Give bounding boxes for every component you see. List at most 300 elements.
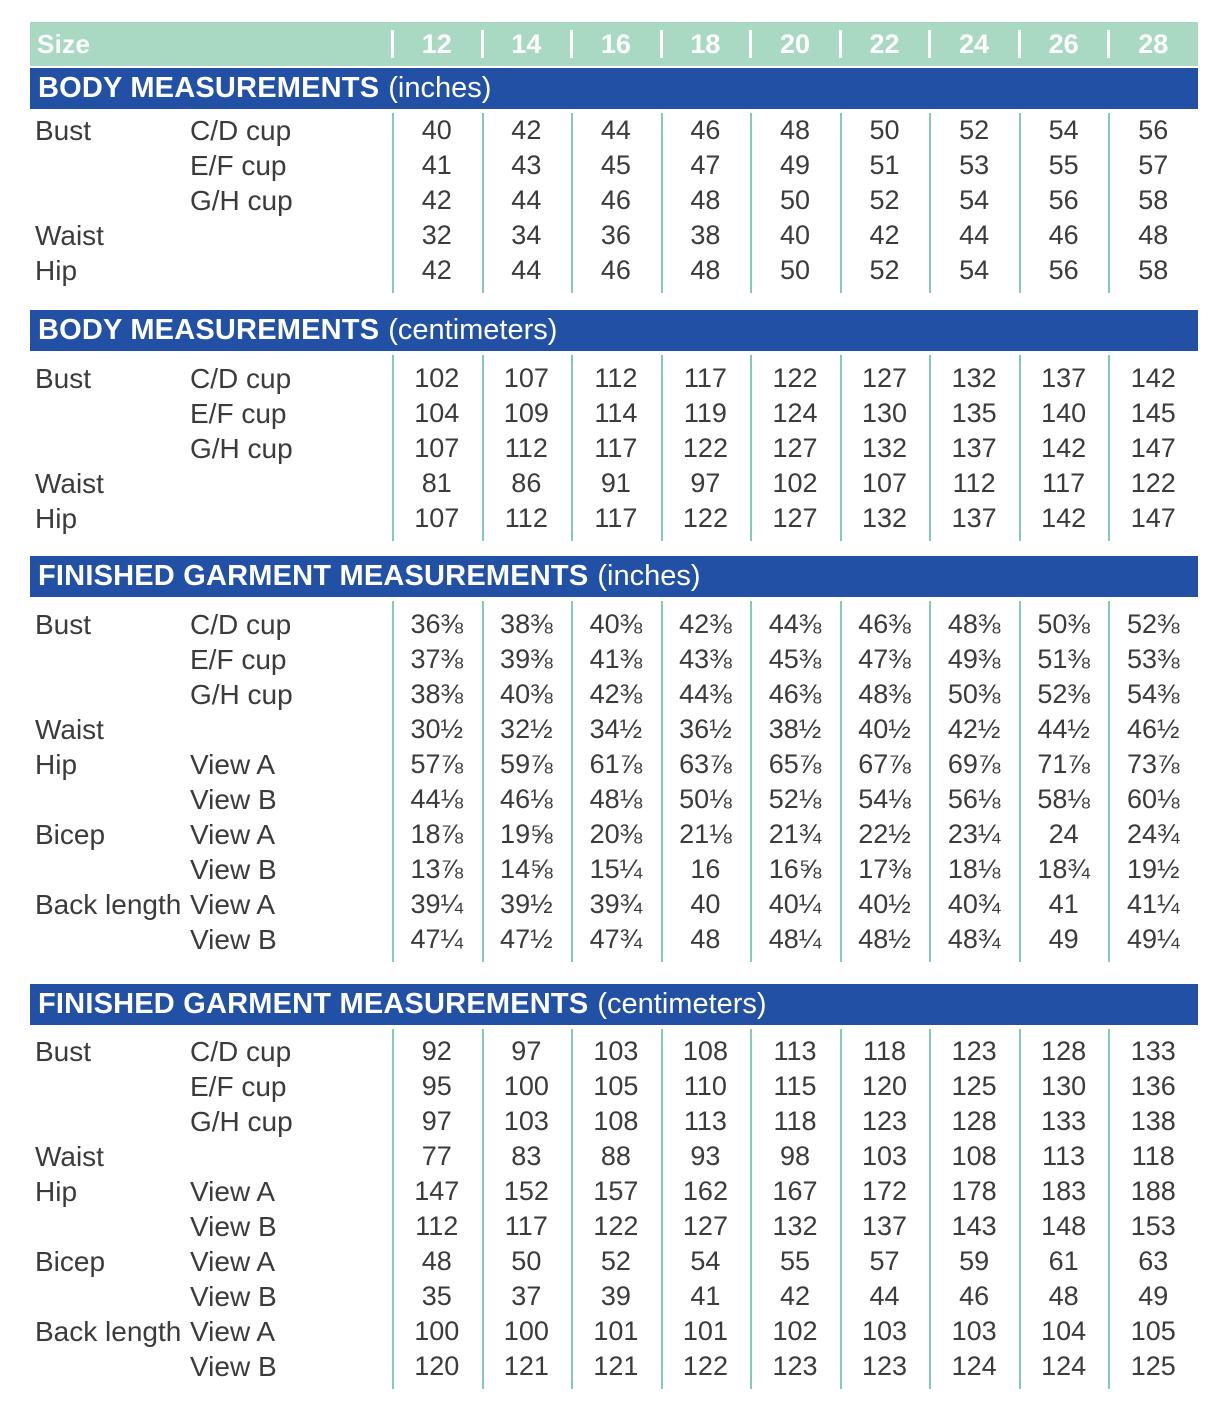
value-cell: 92 — [421, 1036, 452, 1066]
section-body-measurements-inches — [30, 68, 1198, 300]
row-sublabel: View A — [190, 1246, 276, 1277]
row-sublabel: View B — [190, 1351, 277, 1382]
value-cell: 136 — [1130, 1071, 1176, 1101]
value-cell: 46 — [690, 115, 721, 145]
value-cell: 61 — [1048, 1246, 1079, 1276]
row-sublabel — [190, 466, 392, 501]
value-cell: 41 — [690, 1281, 721, 1311]
value-cell: 50⅛ — [679, 784, 732, 814]
value-cell: 48¼ — [768, 924, 822, 954]
value-cell: 19⅝ — [500, 819, 553, 849]
value-cell: 147 — [1130, 503, 1176, 533]
measurement-rows — [30, 351, 1198, 548]
section-title: BODY MEASUREMENTS — [38, 72, 380, 104]
value-cell: 41 — [421, 150, 452, 180]
value-cell: 88 — [600, 1141, 631, 1171]
value-cell: 42½ — [947, 714, 1001, 744]
value-cell: 44⅜ — [679, 679, 732, 709]
column-divider — [661, 1029, 663, 1389]
row-sublabel: E/F cup — [190, 150, 287, 181]
value-cell: 109 — [503, 398, 549, 428]
value-cell: 44⅛ — [410, 784, 464, 814]
value-cell: 42 — [421, 255, 452, 285]
section-header-band — [30, 556, 1198, 597]
value-cell: 52 — [959, 115, 990, 145]
column-divider — [750, 355, 752, 541]
value-cell: 81 — [421, 468, 452, 498]
row-label: Bicep — [35, 1246, 106, 1277]
value-cell: 52⅜ — [1126, 609, 1180, 639]
row-sublabel: View A — [190, 1316, 276, 1347]
column-divider — [392, 601, 394, 962]
size-column-header: 20 — [750, 22, 840, 66]
column-divider — [1019, 601, 1021, 962]
value-cell: 152 — [503, 1176, 549, 1206]
value-cell: 50 — [869, 115, 900, 145]
value-cell: 107 — [503, 363, 549, 393]
value-cell: 122 — [593, 1211, 639, 1241]
value-cell: 35 — [421, 1281, 452, 1311]
value-cell: 119 — [683, 398, 727, 428]
value-cell: 49 — [779, 150, 811, 180]
value-cell: 58 — [1138, 185, 1169, 215]
row-label: Waist — [35, 714, 104, 745]
value-cell: 117 — [594, 433, 638, 463]
value-cell: 157 — [593, 1176, 639, 1206]
value-cell: 14⅝ — [500, 854, 553, 884]
value-cell: 113 — [683, 1106, 727, 1136]
value-cell: 148 — [1041, 1211, 1087, 1241]
value-cell: 65⅞ — [768, 749, 822, 779]
value-cell: 95 — [421, 1071, 452, 1101]
column-divider — [929, 601, 931, 962]
value-cell: 24¾ — [1126, 819, 1180, 849]
row-sublabel: C/D cup — [190, 609, 292, 640]
value-cell: 16⅝ — [768, 854, 822, 884]
value-cell: 51 — [869, 150, 900, 180]
value-cell: 122 — [682, 503, 728, 533]
row-sublabel: View B — [190, 1281, 277, 1312]
value-cell: 45⅜ — [768, 644, 822, 674]
size-header-row — [30, 22, 1198, 66]
value-cell: 108 — [593, 1106, 639, 1136]
value-cell: 93 — [690, 1141, 721, 1171]
column-divider — [571, 113, 573, 293]
row-label — [30, 642, 190, 677]
value-cell: 18¾ — [1037, 854, 1090, 884]
value-cell: 37⅜ — [410, 644, 464, 674]
value-cell: 47¾ — [589, 924, 643, 954]
row-sublabel — [190, 253, 392, 288]
value-cell: 130 — [1041, 1071, 1087, 1101]
value-cell: 49¼ — [1126, 924, 1180, 954]
value-cell: 101 — [593, 1316, 639, 1346]
row-label: Hip — [35, 503, 78, 534]
value-cell: 40¼ — [768, 889, 822, 919]
value-cell: 55 — [1048, 150, 1079, 180]
value-cell: 137 — [951, 503, 997, 533]
value-cell: 38⅜ — [410, 679, 464, 709]
row-sublabel: View B — [190, 854, 277, 885]
value-cell: 103 — [503, 1106, 549, 1136]
size-column-header: 24 — [929, 22, 1019, 66]
value-cell: 143 — [951, 1211, 997, 1241]
row-label — [30, 1209, 190, 1244]
value-cell: 34½ — [589, 714, 643, 744]
value-cell: 42 — [779, 1281, 811, 1311]
row-label — [30, 1349, 190, 1384]
row-sublabel: View B — [190, 924, 277, 955]
value-cell: 51⅜ — [1037, 644, 1090, 674]
size-column-header: 22 — [840, 22, 930, 66]
value-cell: 113 — [773, 1036, 817, 1066]
value-cell: 42⅜ — [679, 609, 732, 639]
value-cell: 145 — [1130, 398, 1176, 428]
value-cell: 103 — [862, 1316, 908, 1346]
value-cell: 73⅞ — [1126, 749, 1180, 779]
section-unit: (inches) — [388, 72, 492, 104]
value-cell: 97 — [511, 1036, 542, 1066]
row-label: Back length — [35, 1316, 182, 1347]
size-column-header: 12 — [392, 22, 482, 66]
value-cell: 142 — [1041, 433, 1087, 463]
row-sublabel: G/H cup — [190, 185, 293, 216]
row-label: Hip — [35, 255, 78, 286]
value-cell: 48 — [779, 115, 811, 145]
column-divider — [1108, 113, 1110, 293]
value-cell: 91 — [600, 468, 631, 498]
value-cell: 83 — [511, 1141, 542, 1171]
value-cell: 142 — [1130, 363, 1176, 393]
column-divider — [482, 601, 484, 962]
value-cell: 18⅛ — [947, 854, 1001, 884]
row-label: Waist — [35, 468, 104, 499]
value-cell: 112 — [504, 433, 548, 463]
value-cell: 122 — [772, 363, 818, 393]
column-divider — [661, 355, 663, 541]
value-cell: 50 — [511, 1246, 542, 1276]
row-label: Waist — [35, 220, 104, 251]
value-cell: 40 — [421, 115, 452, 145]
value-cell: 140 — [1041, 398, 1087, 428]
value-cell: 103 — [862, 1141, 908, 1171]
value-cell: 46⅜ — [858, 609, 911, 639]
value-cell: 48⅜ — [858, 679, 911, 709]
value-cell: 48½ — [858, 924, 911, 954]
value-cell: 71⅞ — [1037, 749, 1090, 779]
column-divider — [1108, 355, 1110, 541]
size-header-label: Size — [37, 29, 91, 59]
value-cell: 46⅛ — [500, 784, 553, 814]
column-divider — [840, 1029, 842, 1389]
value-cell: 183 — [1041, 1176, 1087, 1206]
value-cell: 53 — [959, 150, 990, 180]
value-cell: 49⅜ — [947, 644, 1001, 674]
value-cell: 48¾ — [947, 924, 1001, 954]
value-cell: 39¾ — [589, 889, 643, 919]
value-cell: 137 — [862, 1211, 908, 1241]
value-cell: 47⅜ — [858, 644, 911, 674]
column-divider — [482, 1029, 484, 1389]
value-cell: 21¾ — [768, 819, 822, 849]
row-sublabel — [190, 501, 392, 536]
column-divider — [1019, 355, 1021, 541]
value-cell: 36 — [600, 220, 631, 250]
size-column-header: 16 — [571, 22, 661, 66]
value-cell: 39⅜ — [500, 644, 553, 674]
value-cell: 107 — [862, 468, 908, 498]
value-cell: 54⅛ — [858, 784, 911, 814]
value-cell: 47 — [690, 150, 721, 180]
section-unit: (inches) — [597, 560, 701, 592]
row-label — [30, 1069, 190, 1104]
row-sublabel: E/F cup — [190, 1071, 287, 1102]
value-cell: 34 — [511, 220, 542, 250]
value-cell: 50⅜ — [947, 679, 1001, 709]
row-label: Hip — [35, 749, 78, 780]
row-sublabel: View A — [190, 889, 276, 920]
value-cell: 39½ — [500, 889, 553, 919]
value-cell: 47¼ — [410, 924, 464, 954]
value-cell: 40⅜ — [500, 679, 553, 709]
column-divider — [840, 355, 842, 541]
value-cell: 44 — [511, 255, 542, 285]
value-cell: 56⅛ — [947, 784, 1001, 814]
section-header-band — [30, 984, 1198, 1025]
value-cell: 105 — [1130, 1316, 1176, 1346]
value-cell: 40⅜ — [589, 609, 643, 639]
value-cell: 120 — [862, 1071, 908, 1101]
value-cell: 56 — [1048, 185, 1079, 215]
column-divider — [750, 1029, 752, 1389]
value-cell: 117 — [683, 363, 727, 393]
value-cell: 98 — [779, 1141, 811, 1171]
value-cell: 147 — [1130, 433, 1176, 463]
row-label — [30, 677, 190, 712]
value-cell: 102 — [414, 363, 460, 393]
value-cell: 67⅞ — [858, 749, 911, 779]
value-cell: 114 — [594, 398, 638, 428]
row-label — [30, 396, 190, 431]
value-cell: 133 — [1130, 1036, 1176, 1066]
row-label: Waist — [35, 1141, 104, 1172]
value-cell: 54 — [690, 1246, 721, 1276]
value-cell: 63 — [1138, 1246, 1169, 1276]
row-label: Bust — [35, 115, 92, 146]
value-cell: 115 — [773, 1071, 817, 1101]
row-sublabel: View A — [190, 819, 276, 850]
value-cell: 112 — [952, 468, 996, 498]
value-cell: 32 — [421, 220, 452, 250]
size-column-header: 26 — [1019, 22, 1109, 66]
value-cell: 188 — [1130, 1176, 1176, 1206]
row-label — [30, 183, 190, 218]
value-cell: 125 — [1130, 1351, 1176, 1381]
value-cell: 105 — [593, 1071, 639, 1101]
row-sublabel: C/D cup — [190, 115, 292, 146]
column-divider — [840, 601, 842, 962]
column-divider — [482, 355, 484, 541]
row-sublabel: G/H cup — [190, 433, 293, 464]
value-cell: 56 — [1138, 115, 1169, 145]
row-label — [30, 1279, 190, 1314]
value-cell: 39¼ — [410, 889, 464, 919]
value-cell: 57 — [869, 1246, 900, 1276]
value-cell: 20⅜ — [589, 819, 643, 849]
row-sublabel — [190, 218, 392, 253]
value-cell: 117 — [1042, 468, 1086, 498]
value-cell: 44⅜ — [768, 609, 822, 639]
section-finished-garment-centimeters — [30, 984, 1198, 1396]
value-cell: 127 — [682, 1211, 728, 1241]
value-cell: 127 — [862, 363, 908, 393]
value-cell: 41¼ — [1126, 889, 1180, 919]
size-chart-page — [30, 22, 1198, 1396]
value-cell: 45 — [600, 150, 631, 180]
value-cell: 46 — [1048, 220, 1079, 250]
value-cell: 44 — [600, 115, 631, 145]
value-cell: 38⅜ — [500, 609, 553, 639]
column-divider — [1019, 1029, 1021, 1389]
row-label: Bust — [35, 363, 92, 394]
value-cell: 52 — [869, 185, 900, 215]
value-cell: 40 — [690, 889, 721, 919]
value-cell: 39 — [600, 1281, 631, 1311]
row-sublabel — [190, 1139, 392, 1174]
value-cell: 42 — [869, 220, 900, 250]
value-cell: 52⅜ — [1037, 679, 1090, 709]
value-cell: 42⅜ — [589, 679, 643, 709]
value-cell: 59⅞ — [500, 749, 553, 779]
column-divider — [571, 601, 573, 962]
value-cell: 15¼ — [589, 854, 643, 884]
value-cell: 124 — [772, 398, 818, 428]
value-cell: 44 — [511, 185, 542, 215]
column-divider — [392, 1029, 394, 1389]
value-cell: 108 — [951, 1141, 997, 1171]
value-cell: 118 — [773, 1106, 817, 1136]
value-cell: 54 — [959, 255, 990, 285]
value-cell: 100 — [503, 1316, 549, 1346]
value-cell: 47½ — [500, 924, 553, 954]
value-cell: 102 — [772, 1316, 818, 1346]
value-cell: 18⅞ — [410, 819, 464, 849]
column-divider — [929, 355, 931, 541]
value-cell: 22½ — [858, 819, 911, 849]
column-divider — [840, 113, 842, 293]
row-label: Bust — [35, 1036, 92, 1067]
row-sublabel: View B — [190, 784, 277, 815]
row-sublabel: View B — [190, 1211, 277, 1242]
value-cell: 110 — [683, 1071, 727, 1101]
value-cell: 32½ — [500, 714, 553, 744]
value-cell: 50⅜ — [1037, 609, 1090, 639]
value-cell: 57⅞ — [410, 749, 464, 779]
row-label: Bust — [35, 609, 92, 640]
value-cell: 56 — [1048, 255, 1079, 285]
value-cell: 55 — [779, 1246, 811, 1276]
value-cell: 48⅛ — [589, 784, 643, 814]
value-cell: 130 — [862, 398, 908, 428]
value-cell: 112 — [594, 363, 638, 393]
row-label: Back length — [35, 889, 182, 920]
value-cell: 40 — [779, 220, 811, 250]
value-cell: 113 — [1042, 1141, 1086, 1171]
column-divider — [661, 113, 663, 293]
row-sublabel: View A — [190, 1176, 276, 1207]
column-divider — [1019, 113, 1021, 293]
row-sublabel: G/H cup — [190, 1106, 293, 1137]
value-cell: 48 — [690, 185, 721, 215]
value-cell: 41 — [1048, 889, 1079, 919]
value-cell: 48 — [1138, 220, 1169, 250]
value-cell: 104 — [1041, 1316, 1087, 1346]
value-cell: 54 — [1048, 115, 1079, 145]
row-label — [30, 431, 190, 466]
value-cell: 138 — [1130, 1106, 1176, 1136]
value-cell: 53⅜ — [1126, 644, 1180, 674]
value-cell: 178 — [951, 1176, 997, 1206]
value-cell: 58⅛ — [1037, 784, 1090, 814]
value-cell: 162 — [682, 1176, 728, 1206]
value-cell: 117 — [594, 503, 638, 533]
value-cell: 132 — [951, 363, 997, 393]
value-cell: 40½ — [858, 714, 911, 744]
row-label — [30, 922, 190, 957]
value-cell: 50 — [779, 185, 811, 215]
value-cell: 112 — [415, 1211, 459, 1241]
value-cell: 122 — [682, 1351, 728, 1381]
value-cell: 42 — [511, 115, 542, 145]
value-cell: 57 — [1138, 150, 1169, 180]
section-unit: (centimeters) — [597, 988, 767, 1020]
value-cell: 43⅜ — [679, 644, 732, 674]
value-cell: 58 — [1138, 255, 1169, 285]
value-cell: 123 — [951, 1036, 997, 1066]
column-divider — [1108, 601, 1110, 962]
value-cell: 48 — [690, 255, 721, 285]
value-cell: 167 — [772, 1176, 818, 1206]
section-title: FINISHED GARMENT MEASUREMENTS — [38, 560, 589, 592]
value-cell: 127 — [772, 433, 818, 463]
value-cell: 117 — [504, 1211, 548, 1241]
column-divider — [750, 113, 752, 293]
value-cell: 44½ — [1037, 714, 1090, 744]
section-header-band — [30, 68, 1198, 109]
value-cell: 48 — [421, 1246, 452, 1276]
value-cell: 137 — [1041, 363, 1087, 393]
value-cell: 24 — [1048, 819, 1079, 849]
value-cell: 122 — [1130, 468, 1176, 498]
value-cell: 48 — [690, 924, 721, 954]
column-divider — [750, 601, 752, 962]
section-header-band — [30, 310, 1198, 351]
value-cell: 123 — [862, 1106, 908, 1136]
value-cell: 147 — [414, 1176, 460, 1206]
column-divider — [1108, 1029, 1110, 1389]
size-column-header: 14 — [482, 22, 572, 66]
value-cell: 135 — [951, 398, 997, 428]
value-cell: 124 — [1041, 1351, 1087, 1381]
value-cell: 46 — [600, 185, 631, 215]
column-divider — [571, 355, 573, 541]
value-cell: 120 — [414, 1351, 460, 1381]
section-finished-garment-inches — [30, 556, 1198, 969]
value-cell: 69⅞ — [947, 749, 1001, 779]
value-cell: 38½ — [768, 714, 822, 744]
value-cell: 21⅛ — [679, 819, 732, 849]
column-divider — [482, 113, 484, 293]
